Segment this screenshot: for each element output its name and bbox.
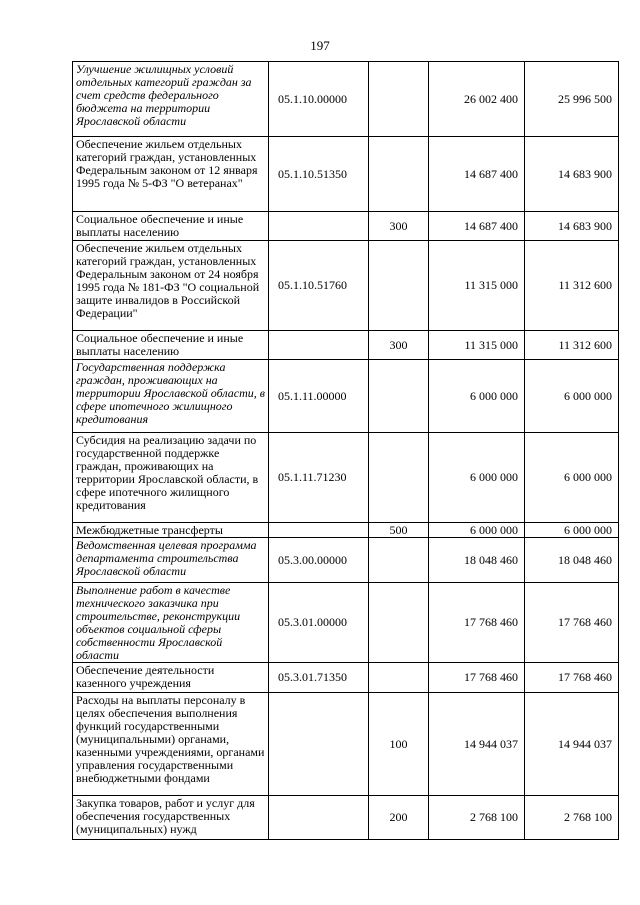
table-row xyxy=(73,212,619,241)
row-sum-1: 14 687 400 xyxy=(429,212,525,241)
row-sum-1: 6 000 000 xyxy=(429,433,525,523)
row-name: Субсидия на реализацию задачи по государственной поддержке граждан, проживающих на территории Ярославской области, в сфере ипотечного жилищного кредитования xyxy=(73,433,269,523)
row-name: Межбюджетные трансферты xyxy=(73,523,269,538)
row-name: Расходы на выплаты персоналу в целях обеспечения выполнения функций государственными (муниципальными) органами, казенными учреждениями, органами управления государственными внебюджетными фондами xyxy=(73,693,269,796)
row-expense-type xyxy=(369,137,429,212)
row-sum-2: 14 683 900 xyxy=(525,137,619,212)
row-expense-type: 200 xyxy=(369,796,429,840)
row-code xyxy=(269,523,369,538)
row-name: Социальное обеспечение и иные выплаты населению xyxy=(73,212,269,241)
table-row xyxy=(73,360,619,433)
table-row xyxy=(73,241,619,331)
row-expense-type xyxy=(369,433,429,523)
row-expense-type xyxy=(369,241,429,331)
row-code xyxy=(269,331,369,360)
row-expense-type: 100 xyxy=(369,693,429,796)
row-sum-1: 14 944 037 xyxy=(429,693,525,796)
row-name: Выполнение работ в качестве технического заказчика при строительстве, реконструкции объектов социальной сферы собственности Ярославской области xyxy=(73,583,269,663)
row-sum-1: 17 768 460 xyxy=(429,663,525,693)
row-expense-type xyxy=(369,360,429,433)
row-code xyxy=(269,693,369,796)
row-code xyxy=(269,796,369,840)
row-code xyxy=(269,212,369,241)
row-code: 05.1.11.00000 xyxy=(269,360,369,433)
row-code: 05.3.01.71350 xyxy=(269,663,369,693)
row-expense-type xyxy=(369,62,429,137)
table-row xyxy=(73,433,619,523)
row-name: Ведомственная целевая программа департамента строительства Ярославской области xyxy=(73,538,269,583)
row-sum-1: 11 315 000 xyxy=(429,241,525,331)
row-sum-2: 17 768 460 xyxy=(525,583,619,663)
row-sum-2: 11 312 600 xyxy=(525,331,619,360)
row-code: 05.1.10.51350 xyxy=(269,137,369,212)
row-code: 05.1.11.71230 xyxy=(269,433,369,523)
row-expense-type: 500 xyxy=(369,523,429,538)
table-row xyxy=(73,693,619,796)
row-sum-1: 6 000 000 xyxy=(429,523,525,538)
budget-table xyxy=(72,61,619,840)
row-name: Социальное обеспечение и иные выплаты населению xyxy=(73,331,269,360)
row-sum-1: 26 002 400 xyxy=(429,62,525,137)
row-sum-2: 14 683 900 xyxy=(525,212,619,241)
row-sum-1: 18 048 460 xyxy=(429,538,525,583)
row-sum-2: 14 944 037 xyxy=(525,693,619,796)
row-name: Обеспечение деятельности казенного учреждения xyxy=(73,663,269,693)
row-name: Обеспечение жильем отдельных категорий граждан, установленных Федеральным законом от 12 января 1995 года № 5-ФЗ "О ветеранах" xyxy=(73,137,269,212)
page-number: 197 xyxy=(310,38,330,53)
row-name: Государственная поддержка граждан, проживающих на территории Ярославской области, в сфере ипотечного жилищного кредитования xyxy=(73,360,269,433)
row-expense-type: 300 xyxy=(369,212,429,241)
row-code: 05.3.01.00000 xyxy=(269,583,369,663)
row-sum-2: 6 000 000 xyxy=(525,523,619,538)
row-sum-1: 14 687 400 xyxy=(429,137,525,212)
row-name: Обеспечение жильем отдельных категорий граждан, установленных Федеральным законом от 24 ноября 1995 года № 181-ФЗ "О социальной защите инвалидов в Российской Федерации" xyxy=(73,241,269,331)
row-sum-1: 2 768 100 xyxy=(429,796,525,840)
row-sum-1: 6 000 000 xyxy=(429,360,525,433)
row-expense-type xyxy=(369,663,429,693)
table-row xyxy=(73,796,619,840)
row-expense-type xyxy=(369,538,429,583)
row-sum-1: 17 768 460 xyxy=(429,583,525,663)
row-sum-1: 11 315 000 xyxy=(429,331,525,360)
row-code: 05.1.10.00000 xyxy=(269,62,369,137)
row-sum-2: 18 048 460 xyxy=(525,538,619,583)
row-sum-2: 25 996 500 xyxy=(525,62,619,137)
table-row xyxy=(73,331,619,360)
table-row xyxy=(73,583,619,663)
table-row xyxy=(73,663,619,693)
row-expense-type xyxy=(369,583,429,663)
row-sum-2: 6 000 000 xyxy=(525,360,619,433)
table-row xyxy=(73,523,619,538)
row-code: 05.3.00.00000 xyxy=(269,538,369,583)
row-sum-2: 17 768 460 xyxy=(525,663,619,693)
row-name: Улучшение жилищных условий отдельных категорий граждан за счет средств федерального бюджета на территории Ярославской области xyxy=(73,62,269,137)
row-sum-2: 2 768 100 xyxy=(525,796,619,840)
table-row xyxy=(73,137,619,212)
row-sum-2: 11 312 600 xyxy=(525,241,619,331)
table-row xyxy=(73,62,619,137)
row-name: Закупка товаров, работ и услуг для обеспечения государственных (муниципальных) нужд xyxy=(73,796,269,840)
row-sum-2: 6 000 000 xyxy=(525,433,619,523)
table-row xyxy=(73,538,619,583)
row-expense-type: 300 xyxy=(369,331,429,360)
row-code: 05.1.10.51760 xyxy=(269,241,369,331)
